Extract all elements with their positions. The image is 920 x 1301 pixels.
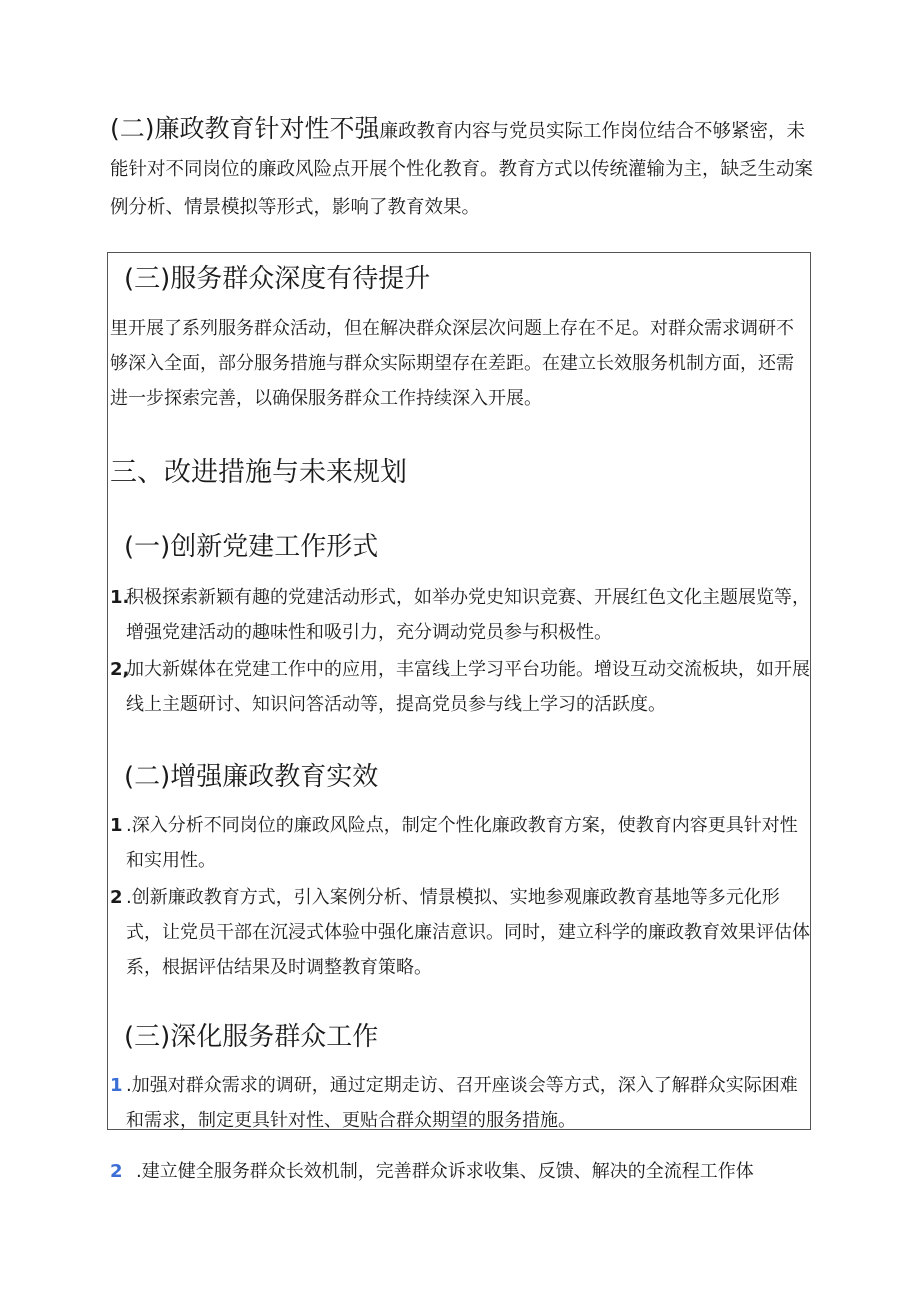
- list-item-text: .创新廉政教育方式，引入案例分析、情景模拟、实地参观廉政教育基地等多元化形式，让党员干部在沉浸式体验中强化廉洁意识。同时，建立科学的廉政教育效果评估体系，根据评估结果及时调整教育策略。: [126, 887, 810, 978]
- list-item-text: 积极探索新颖有趣的党建活动形式，如举办党史知识竞赛、开展红色文化主题展览等，增强党建活动的趣味性和吸引力，充分调动党员参与积极性。: [126, 587, 810, 643]
- list-item: [110, 880, 810, 985]
- list-item-number: 1: [110, 1075, 123, 1096]
- section-heading-service: (三)服务群众深度有待提升: [124, 264, 431, 294]
- subsection-heading-innovate: (一)创新党建工作形式: [124, 532, 379, 562]
- list-item-number: 2: [110, 887, 123, 908]
- list-item-text: .深入分析不同岗位的廉政风险点，制定个性化廉政教育方案，使教育内容更具针对性和实用性。: [126, 815, 798, 871]
- section-incorruption-weakness: [110, 110, 815, 227]
- list-item-trailing: [110, 1154, 820, 1189]
- list-item: [110, 652, 810, 722]
- list-item-text: .加强对群众需求的调研，通过定期走访、召开座谈会等方式，深入了解群众实际困难和需求，制定更具针对性、更贴合群众期望的服务措施。: [126, 1075, 798, 1131]
- list-item: [110, 1068, 810, 1138]
- section-body-service: 里开展了系列服务群众活动，但在解决群众深层次问题上存在不足。对群众需求调研不够深入全面，部分服务措施与群众实际期望存在差距。在建立长效服务机制方面，还需进一步探索完善，以确保服务群众工作持续深入开展。: [110, 318, 794, 409]
- list-item: [110, 580, 810, 650]
- list-item-number: 2,: [110, 659, 130, 680]
- section-heading: (二)廉政教育针对性不强: [110, 114, 380, 143]
- subsection-heading-incorruption: (二)增强廉政教育实效: [124, 762, 379, 792]
- subsection-heading-service: (三)深化服务群众工作: [124, 1022, 379, 1052]
- section-body: 廉政教育内容与党员实际工作岗位结合不够紧密，未能针对不同岗位的廉政风险点开展个性化教育。教育方式以传统灌输为主，缺乏生动案例分析、情景模拟等形式，影响了教育效果。: [110, 121, 814, 218]
- list-item-number: 1.: [110, 587, 130, 608]
- list-item-text: 加大新媒体在党建工作中的应用，丰富线上学习平台功能。增设互动交流板块，如开展线上主题研讨、知识问答活动等，提高党员参与线上学习的活跃度。: [126, 659, 810, 715]
- list-item: [110, 808, 810, 878]
- list-item-text: .建立健全服务群众长效机制，完善群众诉求收集、反馈、解决的全流程工作体: [136, 1161, 754, 1182]
- part-heading-improvement: 三、改进措施与未来规划: [110, 457, 407, 488]
- list-item-number: 1: [110, 815, 123, 836]
- list-item-number: 2: [110, 1161, 123, 1182]
